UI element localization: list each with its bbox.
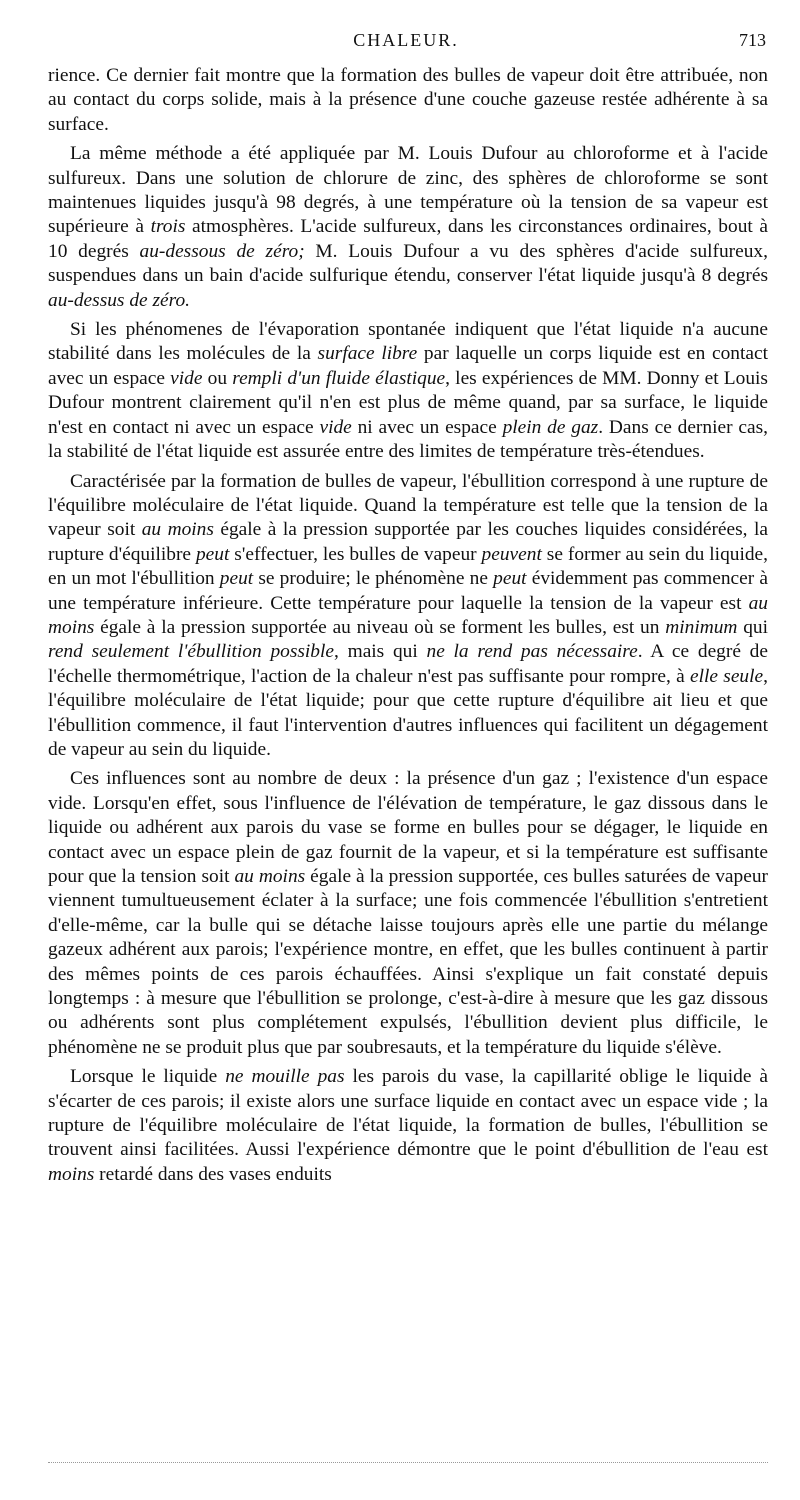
paragraph (48, 767, 768, 1060)
paragraph (48, 142, 768, 313)
text-run: égale à la pression supportée, ces bulles saturées de vapeur viennent tumultueusement éclater à la surface; une fois commencée l'ébullition s'entretient d'elle-même, car la bulle qui se détache laisse toujours après elle une partie du mélange gazeux adhérent aux parois; l'expérience montre, en effet, que les bulles continuent à partir des mêmes points de ces parois échauffées. Ainsi s'explique un fait constaté depuis longtemps : à mesure que l'ébullition se prolonge, c'est-à-dire à mesure que les gaz dissous ou adhérents sont plus complétement expulsés, l'ébullition devient plus difficile, le phénomène ne se produit plus que par soubresauts, et la température du liquide s'élève. (48, 866, 768, 1058)
italic-run: au moins (141, 519, 214, 541)
italic-run: au moins (234, 866, 306, 887)
text-run: retardé dans des vases enduits (94, 1163, 332, 1185)
italic-run: peuvent (481, 543, 542, 565)
footer-rule (48, 1462, 768, 1463)
text-run: M. Louis Dufour a vu des sphères d'acide sulfureux, suspendues dans un bain d'acide sulfurique étendu, conserver l'état liquide jusqu'à 8 degrés (48, 240, 768, 287)
paragraph (48, 64, 768, 137)
text-run: rience. Ce dernier fait montre que la formation des bulles de vapeur doit être attribuée, non au contact du corps solide, mais à la présence d'une couche gazeuse restée adhérente à sa surface. (48, 65, 768, 135)
text-run: Lorsque le liquide (70, 1066, 226, 1088)
text-run: Caractérisée par la formation de bulles de vapeur, l'ébullition correspond à une rupture de l'équilibre moléculaire de l'état liquide. Quand la température est telle que la tension de la vapeur soit (48, 470, 768, 541)
italic-run: vide (319, 416, 352, 438)
text-run: s'effectuer, les bulles de vapeur (229, 543, 482, 565)
text-run: égale à la pression supportée au niveau où se forment les bulles, est un (94, 616, 666, 638)
text-run: , mais qui (334, 641, 427, 663)
paragraph (48, 318, 768, 464)
italic-run: moins (48, 1163, 95, 1185)
paragraph (48, 470, 768, 763)
italic-run: au-dessus de zéro. (48, 289, 191, 311)
italic-run: ne la rend pas nécessaire (426, 641, 638, 663)
paragraph (48, 1065, 768, 1187)
italic-run: minimum (665, 616, 738, 638)
text-run: se former au sein du liquide, en un mot l'ébullition (48, 543, 768, 590)
text-run: Ces influences sont au nombre de deux : la présence d'un gaz ; l'existence d'un espace vide. Lorsqu'en effet, sous l'influence de l'élévation de température, le gaz dissous dans le liquide ou adhérent aux parois du vase se forme en bulles pour se dégager, le liquide en contact avec un espace plein de gaz fournit de la vapeur, et si la température est suffisante pour que la tension soit (48, 768, 768, 887)
italic-run: ne mouille pas (225, 1066, 345, 1088)
text-run: , l'équilibre moléculaire de l'état liquide; pour que cette rupture d'équilibre ait lieu et que l'ébullition commence, il faut l'intervention d'autres influences qui facilitent un dégagement de vapeur au sein du liquide. (48, 665, 768, 760)
text-run: . Dans ce dernier cas, la stabilité de l'état liquide est assurée entre des limites de température très-étendues. (48, 416, 768, 463)
text-run: . A ce degré de l'échelle thermométrique, l'action de la chaleur n'est pas suffisante pour rompre, à (48, 641, 768, 687)
text-run: évidemment pas commencer à une température inférieure. Cette température pour laquelle la tension de la vapeur est (48, 568, 768, 614)
italic-run: au moins (48, 592, 768, 638)
italic-run: peut (219, 568, 254, 590)
text-run: égale à la pression supportée par les couches liquides considérées, la rupture d'équilibre (48, 519, 768, 565)
italic-run: vide (170, 367, 203, 389)
text-run: ni avec un espace (351, 416, 503, 438)
page-header (0, 30, 800, 54)
text-run: , les expériences de MM. Donny et Louis Dufour montrent clairement qu'il n'en est plus de même quand, par sa surface, le liquide n'est en contact ni avec un espace (48, 367, 768, 438)
text-run: La même méthode a été appliquée par M. Louis Dufour au chloroforme et à l'acide sulfureux. Dans une solution de chlorure de zinc, des sphères de chloroforme se sont maintenues liquides jusqu'à 98 degrés, à une température où la tension de sa vapeur est supérieure à (48, 143, 768, 238)
text-run: qui (737, 616, 768, 638)
italic-run: trois (150, 216, 186, 238)
italic-run: au-dessous de zéro; (139, 240, 305, 262)
italic-run: rend seulement l'ébullition possible (48, 641, 335, 663)
running-title: CHALEUR. (353, 30, 459, 50)
page-number: 713 (739, 30, 766, 50)
text-run: ou (202, 367, 233, 389)
italic-run: plein de gaz (502, 416, 599, 438)
text-run: se produire; le phénomène ne (253, 568, 494, 590)
text-run: atmosphères. L'acide sulfureux, dans les circonstances ordinaires, bout à 10 degrés (48, 216, 768, 262)
text-run: les parois du vase, la capillarité oblige le liquide à s'écarter de ces parois; il existe alors une surface liquide en contact avec un espace vide ; la rupture de l'équilibre moléculaire de l'état liquide, la formation de bulles, l'ébullition se trouvent ainsi facilitées. Aussi l'expérience démontre que le point d'ébullition de l'eau est (48, 1066, 768, 1161)
text-run: par laquelle un corps liquide est en contact avec un espace (48, 343, 768, 389)
italic-run: peut (195, 543, 230, 565)
italic-run: rempli d'un fluide élastique (232, 367, 446, 389)
italic-run: elle seule (690, 665, 764, 687)
body-text (48, 64, 768, 1192)
italic-run: surface libre (317, 343, 418, 365)
text-run: Si les phénomenes de l'évaporation spontanée indiquent que l'état liquide n'a aucune stabilité dans les molécules de la (48, 319, 768, 365)
italic-run: peut (493, 568, 527, 590)
